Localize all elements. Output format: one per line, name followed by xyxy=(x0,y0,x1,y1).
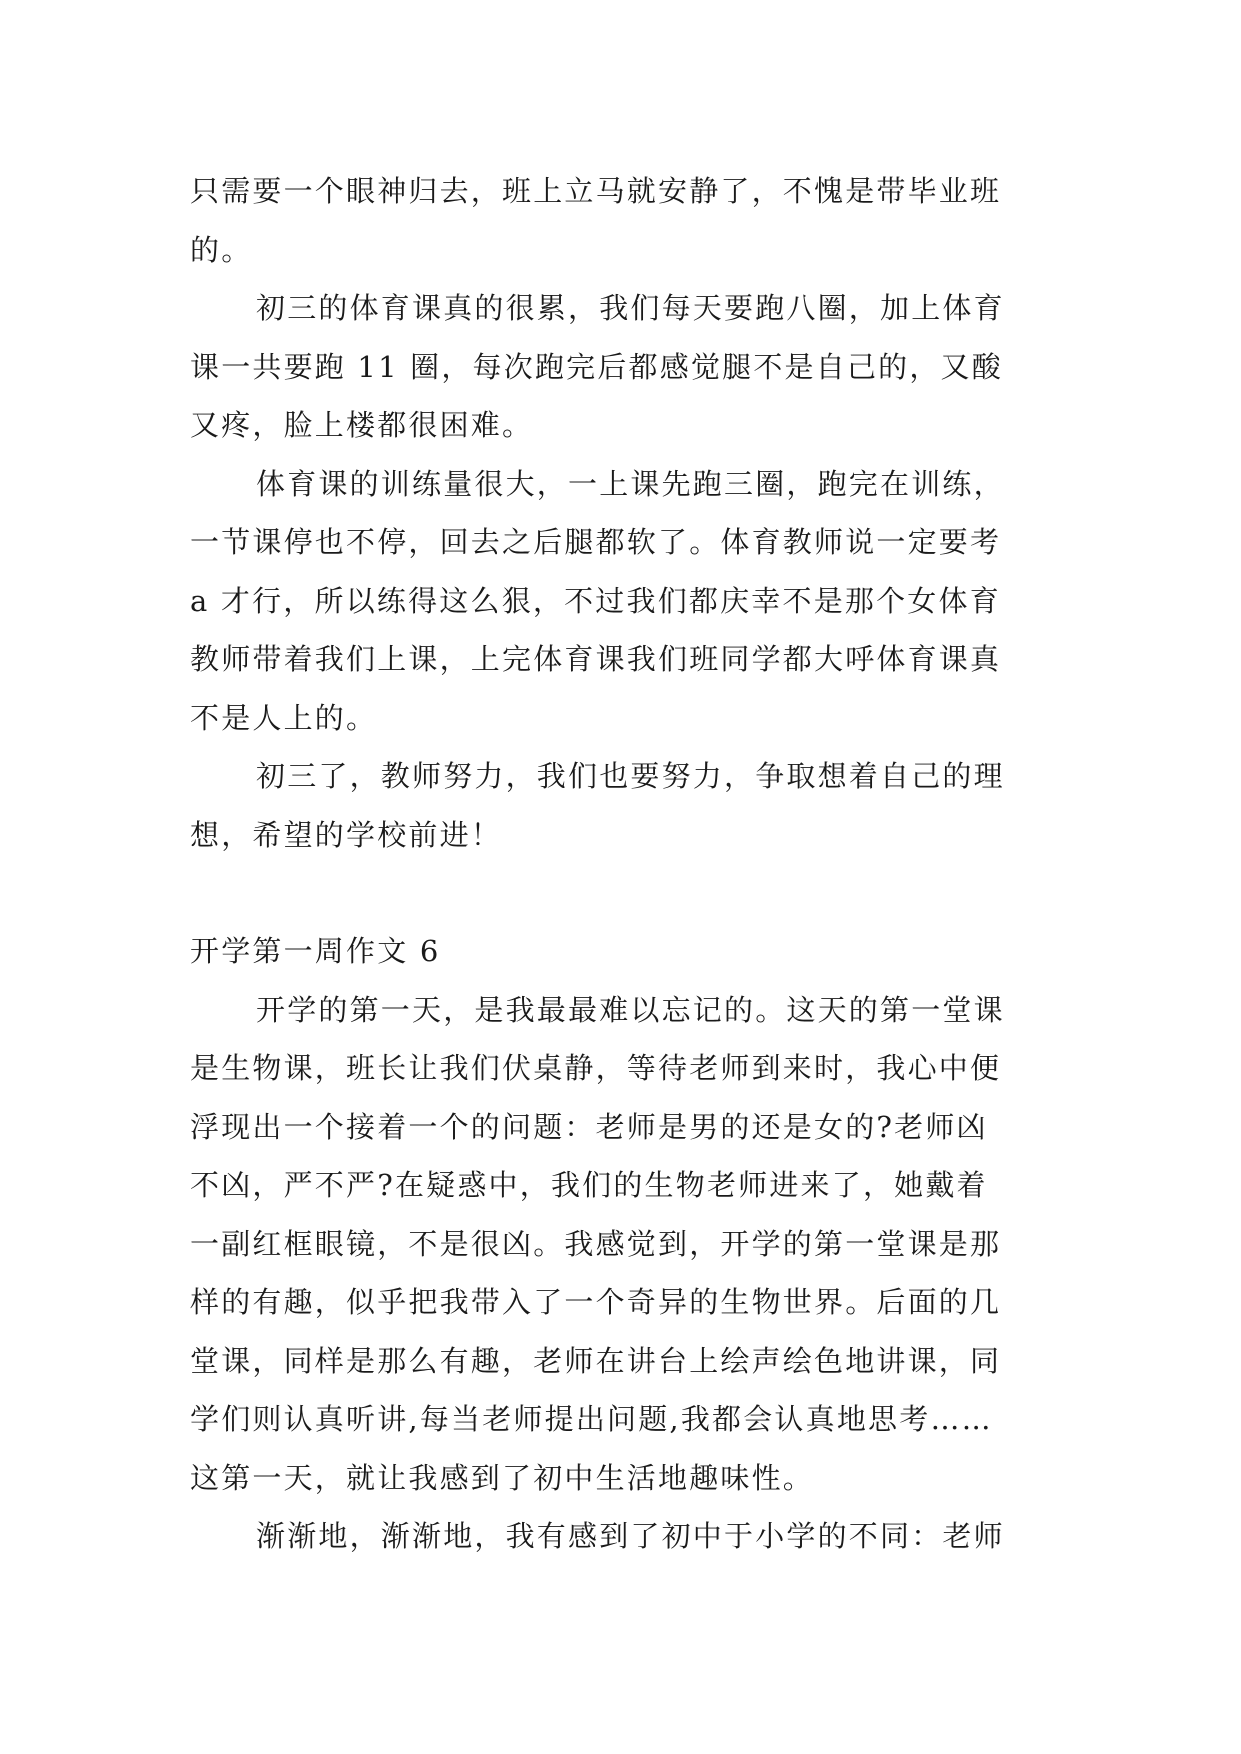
paragraph-line: 开学的第一天，是我最最难以忘记的。这天的第一堂课 xyxy=(256,992,1005,1027)
paragraph-line: a 才行，所以练得这么狠，不过我们都庆幸不是那个女体育 xyxy=(190,583,1001,618)
paragraph-line: 的。 xyxy=(190,232,253,267)
paragraph-line: 课一共要跑 11 圈，每次跑完后都感觉腿不是自己的，又酸 xyxy=(190,349,1003,384)
paragraph-line: 初三了，教师努力，我们也要努力，争取想着自己的理 xyxy=(256,759,1005,793)
paragraph-line: 堂课，同样是那么有趣，老师在讲台上绘声绘色地讲课，同 xyxy=(190,1343,1002,1378)
paragraph-line: 渐渐地，渐渐地，我有感到了初中于小学的不同：老师 xyxy=(256,1519,1005,1553)
paragraph-line: 又疼，脸上楼都很困难。 xyxy=(190,408,534,442)
paragraph-line: 初三的体育课真的很累，我们每天要跑八圈，加上体育 xyxy=(256,291,1005,325)
document-body xyxy=(190,162,1050,1566)
paragraph-line: 想，希望的学校前进！ xyxy=(190,817,503,852)
paragraph-line: 样的有趣，似乎把我带入了一个奇异的生物世界。后面的几 xyxy=(190,1285,1002,1319)
paragraph-line: 这第一天，就让我感到了初中生活地趣味性。 xyxy=(190,1460,815,1495)
paragraph-line: 体育课的训练量很大，一上课先跑三圈，跑完在训练， xyxy=(256,466,1005,501)
paragraph-line: 教师带着我们上课，上完体育课我们班同学都大呼体育课真 xyxy=(190,642,1002,676)
paragraph-line: 只需要一个眼神归去，班上立马就安静了，不愧是带毕业班 xyxy=(190,174,1002,208)
paragraph-line: 一副红框眼镜，不是很凶。我感觉到，开学的第一堂课是那 xyxy=(190,1226,1002,1261)
paragraph-line: 一节课停也不停，回去之后腿都软了。体育教师说一定要考 xyxy=(190,525,1002,559)
paragraph-line: 是生物课，班长让我们伏桌静，等待老师到来时，我心中便 xyxy=(190,1051,1002,1085)
paragraph-line: 浮现出一个接着一个的问题：老师是男的还是女的?老师凶 xyxy=(190,1109,988,1144)
paragraph-line: 学们则认真听讲,每当老师提出问题,我都会认真地思考…… xyxy=(190,1402,993,1436)
paragraph-line: 不是人上的。 xyxy=(190,700,378,735)
section-heading: 开学第一周作文 6 xyxy=(190,934,441,968)
paragraph-line: 不凶，严不严?在疑惑中，我们的生物老师进来了，她戴着 xyxy=(190,1168,988,1202)
